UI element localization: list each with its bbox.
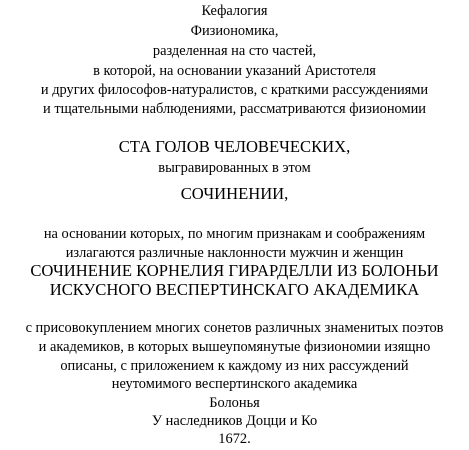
appendix-line: с присовокуплением многих сонетов различных знаменитых поэтов [25, 320, 444, 336]
author-line: ИСКУСНОГО ВЕСПЕРТИНСКАГО АКАДЕМИКА [49, 280, 420, 299]
body-line: на основании которых, по многим признакам и соображениям [43, 226, 426, 242]
heading-one: СТА ГОЛОВ ЧЕЛОВЕЧЕСКИХ, [118, 137, 351, 156]
author-line: СОЧИНЕНИЕ КОРНЕЛИЯ ГИРАРДЕЛЛИ ИЗ БОЛОНЬИ [30, 261, 439, 280]
imprint-city: Болонья [209, 395, 260, 411]
intro-line: разделенная на сто частей, [152, 43, 317, 59]
imprint-year: 1672. [218, 431, 251, 447]
imprint-publisher: У наследников Доцци и Ко [151, 413, 318, 429]
body-line: излагаются различные наклонности мужчин и женщин [65, 245, 404, 261]
appendix-line: неутомимого веспертинского академика [111, 376, 358, 392]
intro-line: Кефалогия [201, 3, 268, 19]
appendix-line: описаны, с приложением к каждому из них рассуждений [60, 358, 409, 374]
intro-line: и тщательными наблюдениями, рассматриваются физиономии [43, 101, 426, 117]
engraved-line: выгравированных в этом [158, 160, 311, 176]
intro-line: в которой, на основании указаний Аристотеля [93, 63, 376, 79]
heading-two: СОЧИНЕНИИ, [180, 184, 289, 203]
intro-line: и других философов-натуралистов, с краткими рассуждениями [40, 82, 429, 98]
appendix-line: и академиков, в которых вышеупомянутые физиономии изящно [38, 339, 431, 355]
intro-line: Физиономика, [190, 23, 279, 39]
